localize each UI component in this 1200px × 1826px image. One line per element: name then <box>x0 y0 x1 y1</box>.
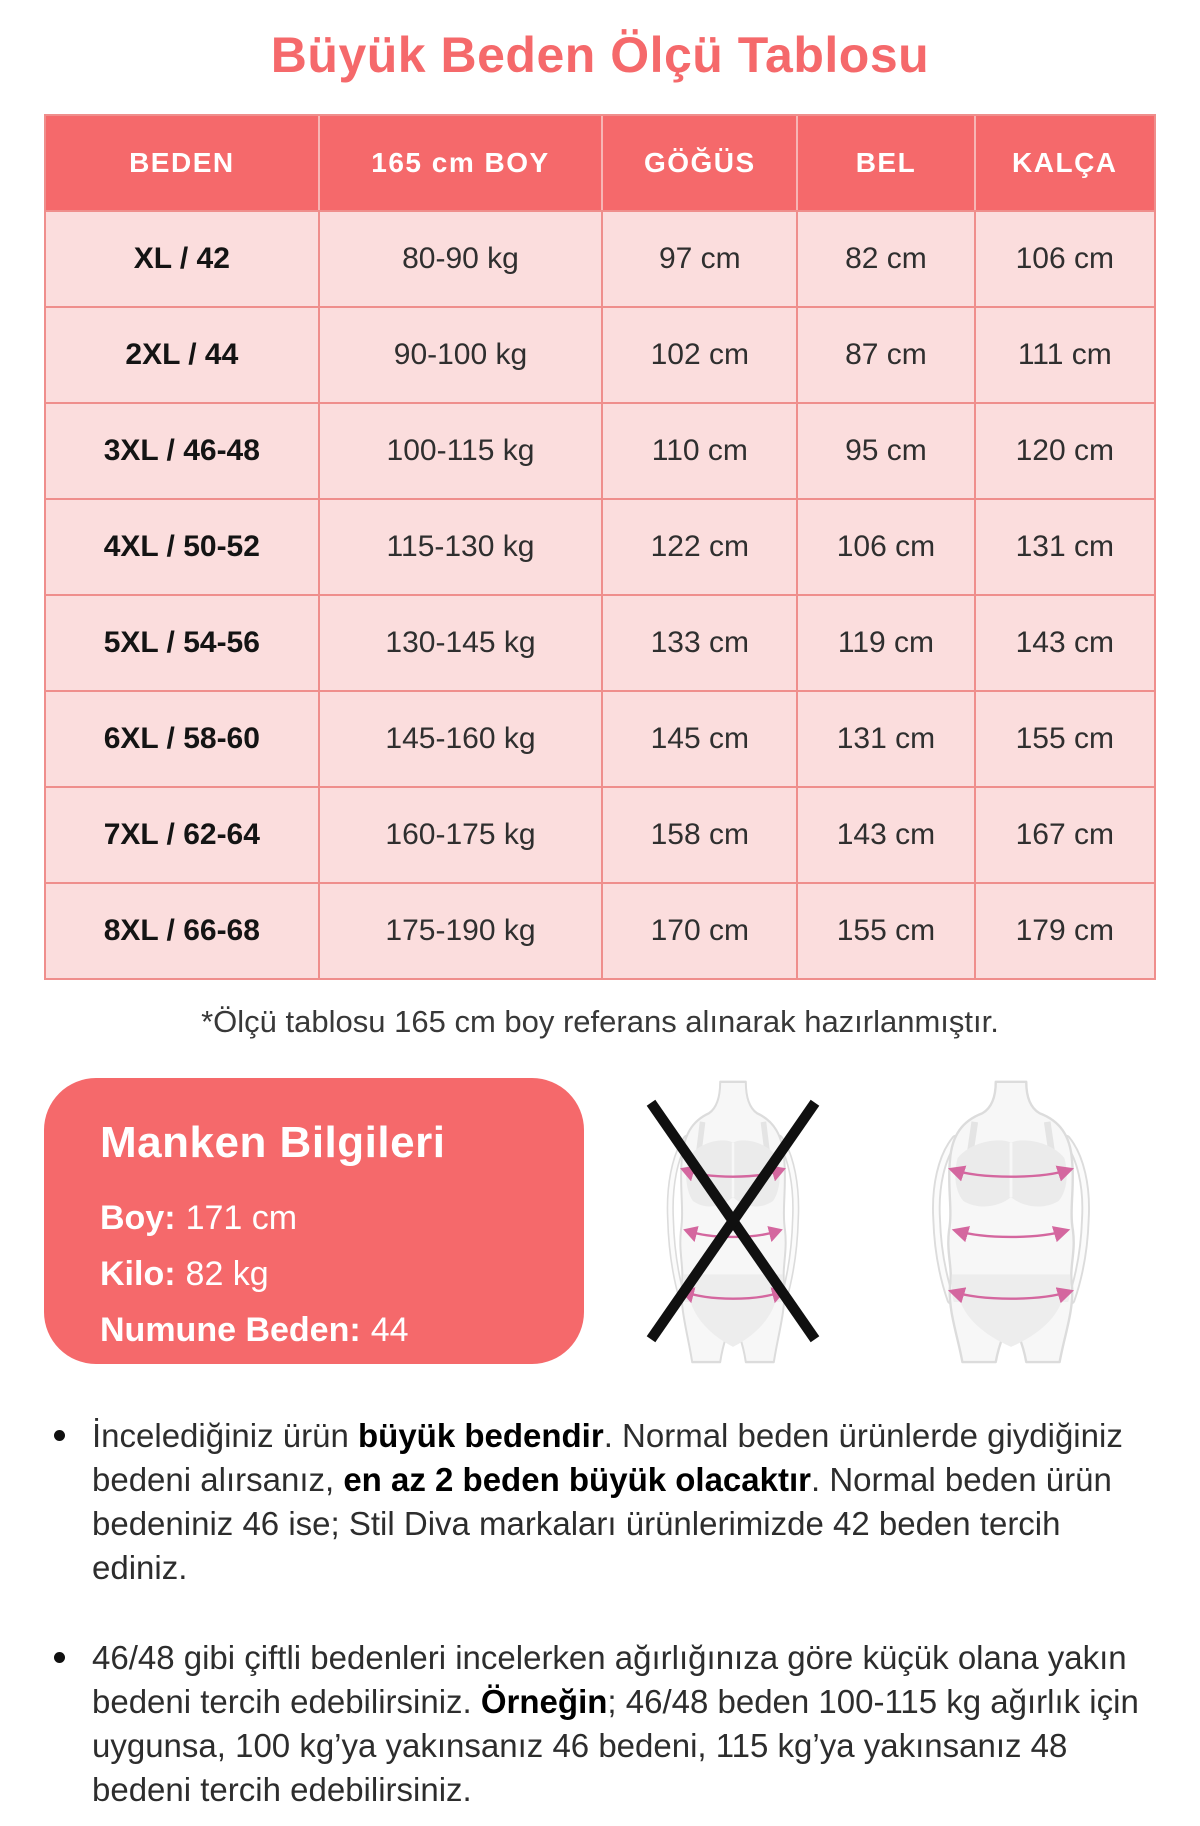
cell-chest: 133 cm <box>603 594 798 690</box>
note-text: 46/48 gibi çiftli bedenleri incelerken ağırlığınıza göre küçük olana yakın bedeni tercih edebilirsiniz. <box>92 1639 1127 1720</box>
cell-hip: 106 cm <box>976 210 1154 306</box>
measurement-figures <box>584 1078 1160 1364</box>
model-sample-size-value: 44 <box>370 1311 409 1349</box>
model-info-title: Manken Bilgileri <box>100 1118 446 1167</box>
column-header-weight: 165 cm BOY <box>320 116 604 210</box>
column-header-hip: KALÇA <box>976 116 1154 210</box>
notes-list <box>48 1414 1156 1812</box>
size-guide-page <box>0 26 1200 1826</box>
table-row <box>46 594 1154 690</box>
cell-waist: 82 cm <box>798 210 975 306</box>
cell-hip: 179 cm <box>976 882 1154 978</box>
table-row <box>46 786 1154 882</box>
cell-hip: 155 cm <box>976 690 1154 786</box>
cell-hip: 143 cm <box>976 594 1154 690</box>
table-row <box>46 210 1154 306</box>
note-item <box>48 1414 1156 1590</box>
cell-chest: 158 cm <box>603 786 798 882</box>
model-height-label: Boy: <box>100 1199 176 1237</box>
cell-chest: 170 cm <box>603 882 798 978</box>
note-text: İncelediğiniz ürün <box>92 1417 358 1454</box>
cell-chest: 122 cm <box>603 498 798 594</box>
cell-weight: 145-160 kg <box>320 690 604 786</box>
cell-size: 3XL / 46-48 <box>46 402 320 498</box>
cell-hip: 167 cm <box>976 786 1154 882</box>
cell-chest: 145 cm <box>603 690 798 786</box>
table-header-row <box>46 116 1154 210</box>
note-text-bold: en az 2 beden büyük olacaktır <box>343 1461 811 1498</box>
note-text-bold: Örneğin <box>480 1683 608 1720</box>
table-row <box>46 306 1154 402</box>
model-info-section <box>44 1078 1160 1364</box>
model-weight-label: Kilo: <box>100 1255 176 1293</box>
model-sample-size-label: Numune Beden: <box>100 1311 361 1349</box>
plus-size-body-icon <box>908 1078 1114 1364</box>
cell-size: 5XL / 54-56 <box>46 594 320 690</box>
cell-waist: 155 cm <box>798 882 975 978</box>
cell-waist: 106 cm <box>798 498 975 594</box>
cell-weight: 160-175 kg <box>320 786 604 882</box>
cell-chest: 110 cm <box>603 402 798 498</box>
cell-size: 4XL / 50-52 <box>46 498 320 594</box>
slim-body-crossed-icon <box>630 1078 836 1364</box>
cell-waist: 95 cm <box>798 402 975 498</box>
model-info-card <box>44 1078 584 1364</box>
cell-size: 6XL / 58-60 <box>46 690 320 786</box>
cell-hip: 120 cm <box>976 402 1154 498</box>
cell-hip: 111 cm <box>976 306 1154 402</box>
cell-waist: 143 cm <box>798 786 975 882</box>
note-item <box>48 1636 1156 1812</box>
cell-weight: 90-100 kg <box>320 306 604 402</box>
cell-weight: 130-145 kg <box>320 594 604 690</box>
cell-weight: 100-115 kg <box>320 402 604 498</box>
cell-weight: 115-130 kg <box>320 498 604 594</box>
cell-weight: 80-90 kg <box>320 210 604 306</box>
model-height-line <box>100 1190 560 1246</box>
cell-size: 7XL / 62-64 <box>46 786 320 882</box>
column-header-chest: GÖĞÜS <box>603 116 798 210</box>
cell-size: 8XL / 66-68 <box>46 882 320 978</box>
cell-size: XL / 42 <box>46 210 320 306</box>
model-height-value: 171 cm <box>185 1199 298 1237</box>
table-row <box>46 882 1154 978</box>
note-text-bold: büyük bedendir <box>358 1417 604 1454</box>
cell-waist: 119 cm <box>798 594 975 690</box>
page-title: Büyük Beden Ölçü Tablosu <box>270 27 930 83</box>
cell-weight: 175-190 kg <box>320 882 604 978</box>
model-weight-value: 82 kg <box>185 1255 269 1293</box>
table-row <box>46 402 1154 498</box>
model-weight-line <box>100 1246 560 1302</box>
note-text: . Normal beden ürün bedeniniz 46 ise; Stil Diva markaları ürünlerimizde 42 beden tercih ediniz. <box>92 1461 1112 1586</box>
size-table <box>44 114 1156 980</box>
table-row <box>46 690 1154 786</box>
column-header-size: BEDEN <box>46 116 320 210</box>
cell-hip: 131 cm <box>976 498 1154 594</box>
column-header-waist: BEL <box>798 116 975 210</box>
note-text: ; 46/48 beden 100-115 kg ağırlık için uygunsa, 100 kg’ya yakınsanız 46 bedeni, 115 kg’ya yakınsanız 48 bedeni tercih edebilirsiniz. <box>92 1683 1139 1808</box>
cell-chest: 97 cm <box>603 210 798 306</box>
cell-size: 2XL / 44 <box>46 306 320 402</box>
table-row <box>46 498 1154 594</box>
model-sample-size-line <box>100 1302 560 1358</box>
cell-chest: 102 cm <box>603 306 798 402</box>
table-footnote: *Ölçü tablosu 165 cm boy referans alınarak hazırlanmıştır. <box>201 1004 999 1039</box>
cell-waist: 131 cm <box>798 690 975 786</box>
note-text: . Normal beden ürünlerde giydiğiniz bedeni alırsanız, <box>92 1417 1123 1498</box>
cell-waist: 87 cm <box>798 306 975 402</box>
